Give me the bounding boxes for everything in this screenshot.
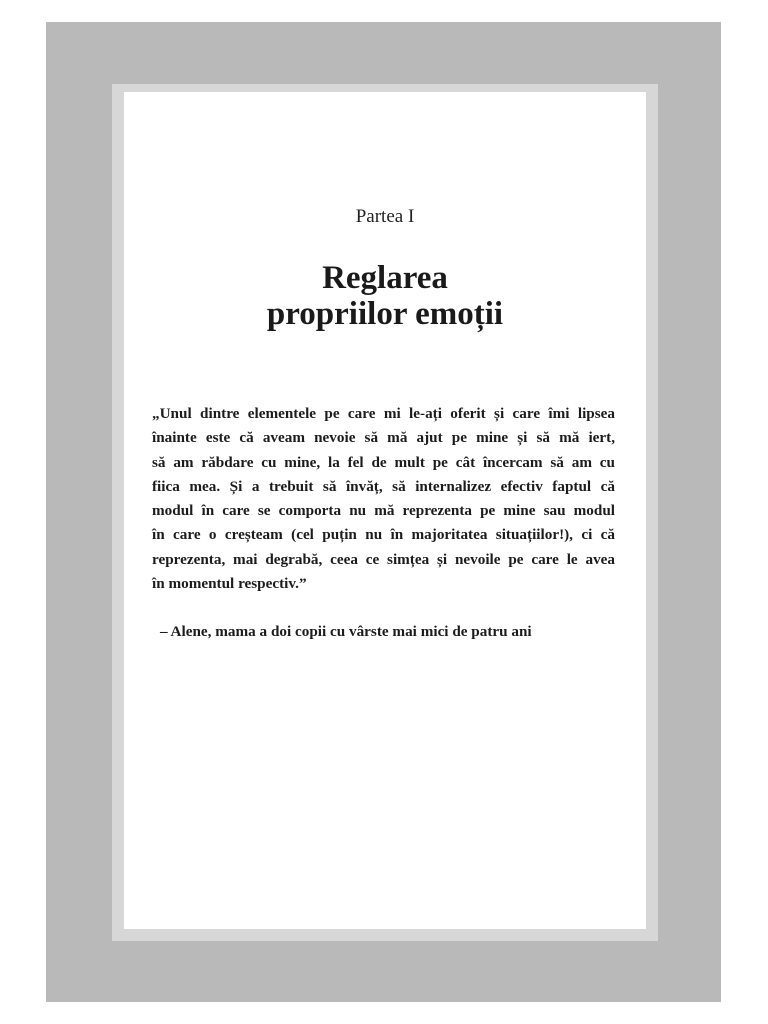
book-page xyxy=(124,92,646,929)
part-label: Partea I xyxy=(355,206,415,227)
quote-line: modul în care se comporta nu mă reprezenta pe mine sau modul xyxy=(152,502,615,520)
quote-line: să am răbdare cu mine, la fel de mult pe cât încercam să am cu xyxy=(152,453,615,471)
quote-line: fiica mea. Și a trebuit să învăț, să internalizez efectiv faptul că xyxy=(152,477,615,495)
chapter-title-line-1: Reglarea xyxy=(322,260,448,296)
quote-attribution: – Alene, mama a doi copii cu vârste mai mici de patru ani xyxy=(160,623,532,640)
quote-line: „Unul dintre elementele pe care mi le-ați oferit și care îmi lipsea xyxy=(152,405,615,422)
quote-line: înainte este că aveam nevoie să mă ajut pe mine și să mă iert, xyxy=(152,429,615,447)
quote-line: în care o creșteam (cel puțin nu în majoritatea situațiilor!), ci că xyxy=(152,526,615,544)
quote-line: reprezenta, mai degrabă, ceea ce simțea și nevoile pe care le avea xyxy=(152,550,615,568)
epigraph-quote xyxy=(152,402,615,596)
chapter-title-line-2: propriilor emoții xyxy=(266,296,504,332)
quote-line: în momentul respectiv.” xyxy=(152,575,307,593)
chapter-title xyxy=(124,260,646,332)
